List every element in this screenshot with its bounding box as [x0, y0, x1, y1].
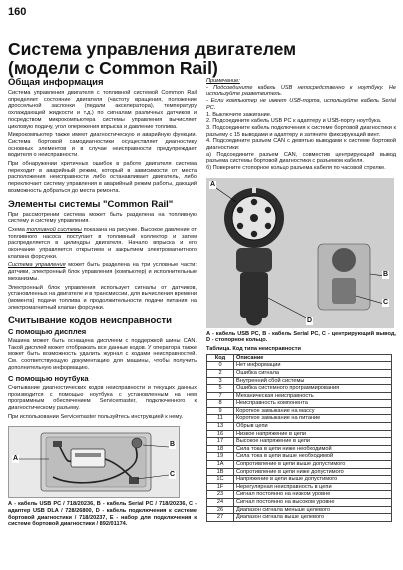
can-connector-photo	[206, 178, 394, 328]
fault-code-cell: 1F	[207, 483, 234, 491]
table-row	[207, 468, 392, 476]
fault-code-cell: 1C	[207, 476, 234, 484]
heading-laptop: С помощью ноутбука	[8, 374, 89, 384]
step: а) Подсоедините разъем CAN, совместив центрирующий вывод разъема системы бортовой диагностики с разъемом кабеля.	[206, 151, 396, 165]
fault-code-cell: 16	[207, 430, 234, 438]
fault-code-cell: 1А	[207, 461, 234, 469]
fault-code-cell: 23	[207, 491, 234, 499]
paragraph	[8, 227, 197, 261]
fault-description-cell: Сила тока в цепи выше необходимой	[234, 453, 392, 461]
fault-code-cell: 11	[207, 415, 234, 423]
table-row	[207, 385, 392, 393]
fault-description-cell: Короткое замыкание на массу	[234, 407, 392, 415]
table-row	[207, 415, 392, 423]
table-row	[207, 476, 392, 484]
heading-codes: Считывание кодов неисправности	[8, 315, 172, 327]
step: 2. Подсоедините кабель USB PC к адаптеру и USB-порту ноутбука.	[206, 118, 382, 125]
table-row	[207, 407, 392, 415]
table-row	[207, 438, 392, 446]
fault-code-cell: 17	[207, 438, 234, 446]
heading-general: Общая информация	[8, 77, 104, 88]
heading-elements: Элементы системы "Common Rail"	[8, 198, 174, 210]
table-row	[207, 483, 392, 491]
diagnostic-kit-photo	[8, 426, 180, 498]
fault-description-cell: Короткое замыкание на питание	[234, 415, 392, 423]
fault-description-cell: Сила тока в цепи ниже необходимой	[234, 445, 392, 453]
table-row	[207, 461, 392, 469]
fault-code-cell: 3	[207, 377, 234, 385]
fault-description-cell: Внутренний сбой системы	[234, 377, 392, 385]
table-row	[207, 491, 392, 499]
fault-description-cell: Низкое напряжение в цепи	[234, 430, 392, 438]
note-item: - Если компьютер не имеет USB-порта, используйте кабель Serial PC.	[206, 98, 396, 111]
fault-code-cell: 7	[207, 392, 234, 400]
step: 4. Подсоедините разъем CAN с девятью выводами к системе бортовой диагностики:	[206, 138, 396, 152]
figure-label-a: A	[13, 455, 19, 463]
table-row	[207, 423, 392, 431]
figure-label-c: C	[383, 298, 389, 306]
fault-code-table	[206, 354, 392, 522]
paragraph: При рассмотрении система может быть разделена на топливную систему и систему управления.	[8, 211, 197, 225]
text: Схема	[8, 226, 27, 233]
table-row	[207, 369, 392, 377]
fault-description-cell: Ошибка системного программирования	[234, 385, 392, 393]
fault-description-cell: Механическая неисправность	[234, 392, 392, 400]
figure-label-d: D	[307, 316, 313, 324]
table-title: Таблица. Код типа неисправности	[206, 346, 301, 353]
fault-description-cell: Высокое напряжение в цепи	[234, 438, 392, 446]
paragraph: Микрокомпьютер также имеет диагностическую и аварийную функции. Система бортовой самодиагностики осуществляет диагностику основных элементов и в случае неисправности предупреждает водителя о неисправности.	[8, 132, 197, 159]
page-title	[8, 40, 398, 78]
fault-description-cell: Диапазон сигнала меньше целевого	[234, 506, 392, 514]
table-row	[207, 392, 392, 400]
fuel-system-link[interactable]: топливной системы	[26, 226, 82, 233]
fault-description-cell: Неисправность компонента	[234, 400, 392, 408]
title-line-1: Система управления двигателем	[8, 39, 297, 59]
table-row	[207, 400, 392, 408]
table-header-row	[207, 354, 392, 362]
fault-code-cell: 9	[207, 407, 234, 415]
fault-code-cell: 27	[207, 514, 234, 522]
table-row	[207, 506, 392, 514]
table-row	[207, 362, 392, 370]
header-description: Описание	[234, 354, 392, 362]
text: может быть разделена на три условные части: датчики, электронный блок управления (компьютер) и исполнительные механизмы.	[8, 262, 197, 282]
figure-label-c: C	[170, 471, 176, 479]
page-number: 160	[8, 6, 27, 18]
text: показана на рисунке. Высокое давление от топливного насоса поступает в топливный коллектор и затем распределяется в цилиндры двигателя. Начало впрыска и его окончание управляется открытием и закрытием электромагнитного клапана форсунки.	[8, 226, 197, 260]
paragraph: Электронный блок управления использует сигналы от датчиков, установленных на двигателе и в трансмиссии, для вычисления времени (момента) подачи топлива и продолжительности подачи питания на электромагнитный клапан форсунки.	[8, 284, 197, 311]
right-column	[206, 78, 396, 522]
fault-code-cell: 5	[207, 385, 234, 393]
table-row	[207, 377, 392, 385]
table-row	[207, 499, 392, 507]
fault-code-cell: 24	[207, 499, 234, 507]
fault-description-cell: Напряжение в цепи выше допустимого	[234, 476, 392, 484]
fault-description-cell: Обрыв цепи	[234, 423, 392, 431]
fault-code-cell: 8	[207, 400, 234, 408]
heading-display: С помощью дисплея	[8, 327, 87, 337]
fault-description-cell: Ошибка сигнала	[234, 369, 392, 377]
fault-code-cell: 19	[207, 453, 234, 461]
fault-description-cell: Сопротивление в цепи выше допустимого	[234, 461, 392, 469]
paragraph: При обнаружении критичных ошибок в работе двигателя система переходит в аварийный режим, который в зависимости от места расположения неисправности либо останавливает двигатель, либо переключает систему управления в аварийный режим работы, дающий возможность добраться до места ремонта.	[8, 161, 197, 194]
table-body	[207, 362, 392, 521]
fault-description-cell: Нет информации	[234, 362, 392, 370]
title-line-2: (модели с Common Rail)	[8, 58, 218, 78]
fault-description-cell: Диапазон сигнала выше целевого	[234, 514, 392, 522]
header-code: Код	[207, 354, 234, 362]
figure-caption-left: А - кабель USB PC / 718/20236, B - кабель Serial PC / 718/20236, C - адаптер USB DLA / 728/26800, D - кабель подключения к системе бортовой диагностики / 718/20237, E - набор для подключения к системе бортовой диагностики / 892/01174.	[8, 501, 197, 528]
note-item: - Подсоедините кабель USB непосредственно к ноутбуку. Не используйте разветвитель.	[206, 84, 396, 98]
figure-label-b: B	[170, 441, 176, 449]
paragraph: Считывание диагностических кодов неисправности и текущих данных производится с помощью ноутбука с установленным на нем программным обеспечением Servicemaster, подключенного к диагностическому разъему.	[8, 384, 197, 412]
fault-description-cell: Нерегулярная неисправность в цепи	[234, 483, 392, 491]
step: 3. Подсоедините кабель подключения к системе бортовой диагностики к разъему с 15 выводами и адаптеру и затяните фиксирующий винт.	[206, 124, 396, 138]
fault-code-cell: 1B	[207, 468, 234, 476]
fault-code-cell: 26	[207, 506, 234, 514]
fault-code-cell: 18	[207, 445, 234, 453]
fault-code-cell: 13	[207, 423, 234, 431]
fault-description-cell: Сигнал постоянно на высоком уровне	[234, 499, 392, 507]
note-block	[206, 78, 396, 112]
paragraph: Машина может быть оснащена дисплеем с поддержкой шины CAN. Такой дисплей может отображать все данные кодов. У оператора также может быть возможность удалить журнал с кодами неисправностей. См. соответствующую документацию для машины, чтобы получить дополнительную информацию.	[8, 337, 197, 371]
fault-code-cell: 2	[207, 369, 234, 377]
note-title: Примечание:	[206, 78, 240, 84]
paragraph: При использовании Servicemaster пользуйтесь инструкцией к нему.	[8, 413, 184, 420]
table-row	[207, 514, 392, 522]
control-system-link[interactable]: Система управления	[8, 262, 66, 269]
fault-code-cell: 0	[207, 362, 234, 370]
table-row	[207, 453, 392, 461]
left-column	[8, 78, 197, 528]
step: б) Поверните стопорное кольцо разъема кабеля по часовой стрелке.	[206, 165, 386, 172]
figure-label-a: A	[210, 180, 216, 188]
fault-description-cell: Сопротивление в цепи ниже допустимого	[234, 468, 392, 476]
figure-caption-right: А - кабель USB PC, B - кабель Serial PC, C - центрирующий вывод, D - стопорное кольцо.	[206, 330, 396, 344]
step: 1. Выключите зажигание.	[206, 111, 272, 118]
paragraph: Система управления двигателя с топливной системой Common Rail определяет состояние двигателя (частоту вращения, положение дроссельной заслонки (педали акселератора), температуру охлаждающей жидкости и т.д.) по сигналам различных датчиков и посредством микрокомпьютера системы управления вычисляет цикловую подачу, угол опережения впрыска и давление топлива.	[8, 90, 197, 130]
table-row	[207, 430, 392, 438]
table-row	[207, 445, 392, 453]
figure-label-b: B	[383, 270, 389, 278]
paragraph	[8, 262, 197, 282]
fault-description-cell: Сигнал постоянно на низком уровне	[234, 491, 392, 499]
